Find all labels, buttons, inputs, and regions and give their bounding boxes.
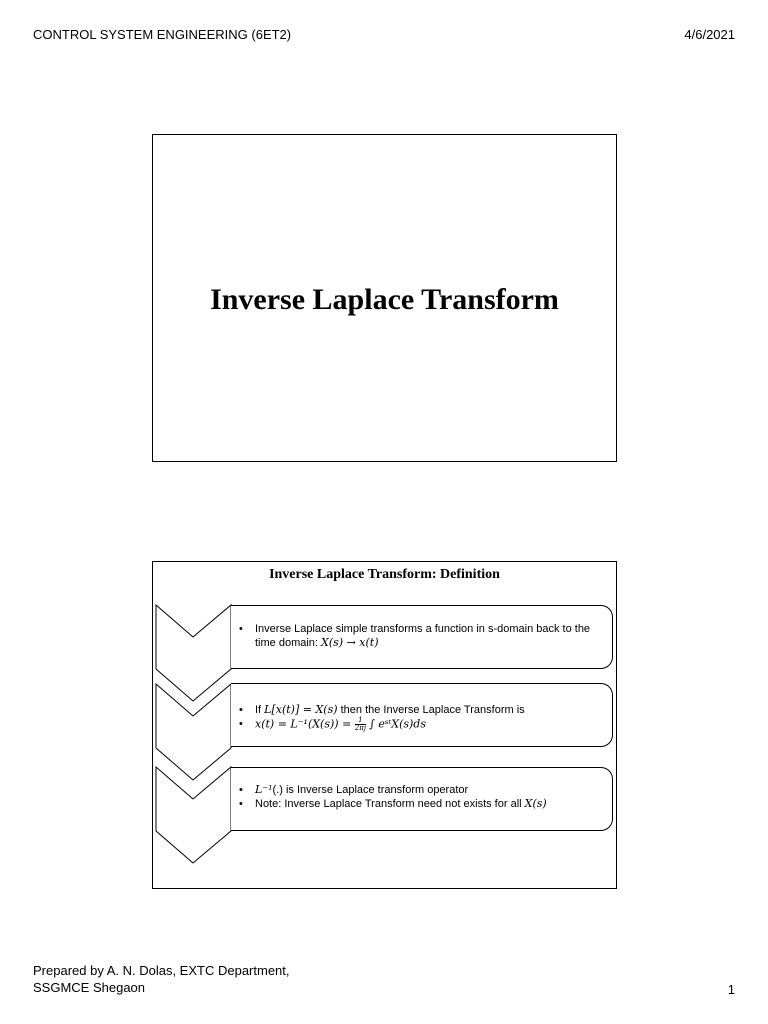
- page-number: 1: [727, 982, 735, 997]
- list-item-text: (.) is Inverse Laplace transform operator: [272, 784, 469, 796]
- math-expression: L[x(t)] = X(s): [264, 703, 338, 716]
- math-expression: X(s): [524, 797, 547, 810]
- list-item: [237, 622, 612, 650]
- math-expression: L⁻¹: [255, 783, 273, 796]
- definition-box-1: [231, 605, 613, 669]
- footer-credit: [33, 962, 290, 996]
- definition-box-3: [231, 767, 613, 831]
- footer-line-1: Prepared by A. N. Dolas, EXTC Department,: [33, 963, 290, 978]
- math-expression: x(t) = L⁻¹(X(s)) =: [255, 717, 355, 731]
- list-item-text: If: [255, 704, 265, 716]
- definition-box-2: [231, 683, 613, 747]
- date: 4/6/2021: [684, 27, 735, 42]
- list-item: [237, 703, 612, 717]
- course-title: CONTROL SYSTEM ENGINEERING (6ET2): [33, 27, 292, 42]
- list-item-text: Inverse Laplace simple transforms a function in s-domain back to the time domain:: [255, 623, 591, 649]
- slide-1: [152, 134, 617, 462]
- list-item: [237, 717, 612, 732]
- list-item-text: then the Inverse Laplace Transform is: [337, 704, 525, 716]
- footer-line-2: SSGMCE Shegaon: [33, 980, 146, 995]
- slide-2: [152, 561, 617, 889]
- list-item: [237, 797, 612, 811]
- fraction: [355, 717, 366, 732]
- list-item: [237, 783, 612, 797]
- slide-2-title: Inverse Laplace Transform: Definition: [269, 567, 500, 582]
- chevron-1: [156, 605, 231, 701]
- list-item-text: Note: Inverse Laplace Transform need not exists for all: [255, 798, 525, 810]
- math-expression: ∫ eˢᵗX(s)ds: [369, 717, 426, 731]
- chevron-3: [156, 767, 231, 863]
- fraction-numerator: 1: [355, 717, 366, 725]
- slide-1-title: Inverse Laplace Transform: [210, 283, 559, 316]
- fraction-denominator: 2πj: [354, 724, 367, 732]
- math-expression: X(s) → x(t): [321, 636, 379, 649]
